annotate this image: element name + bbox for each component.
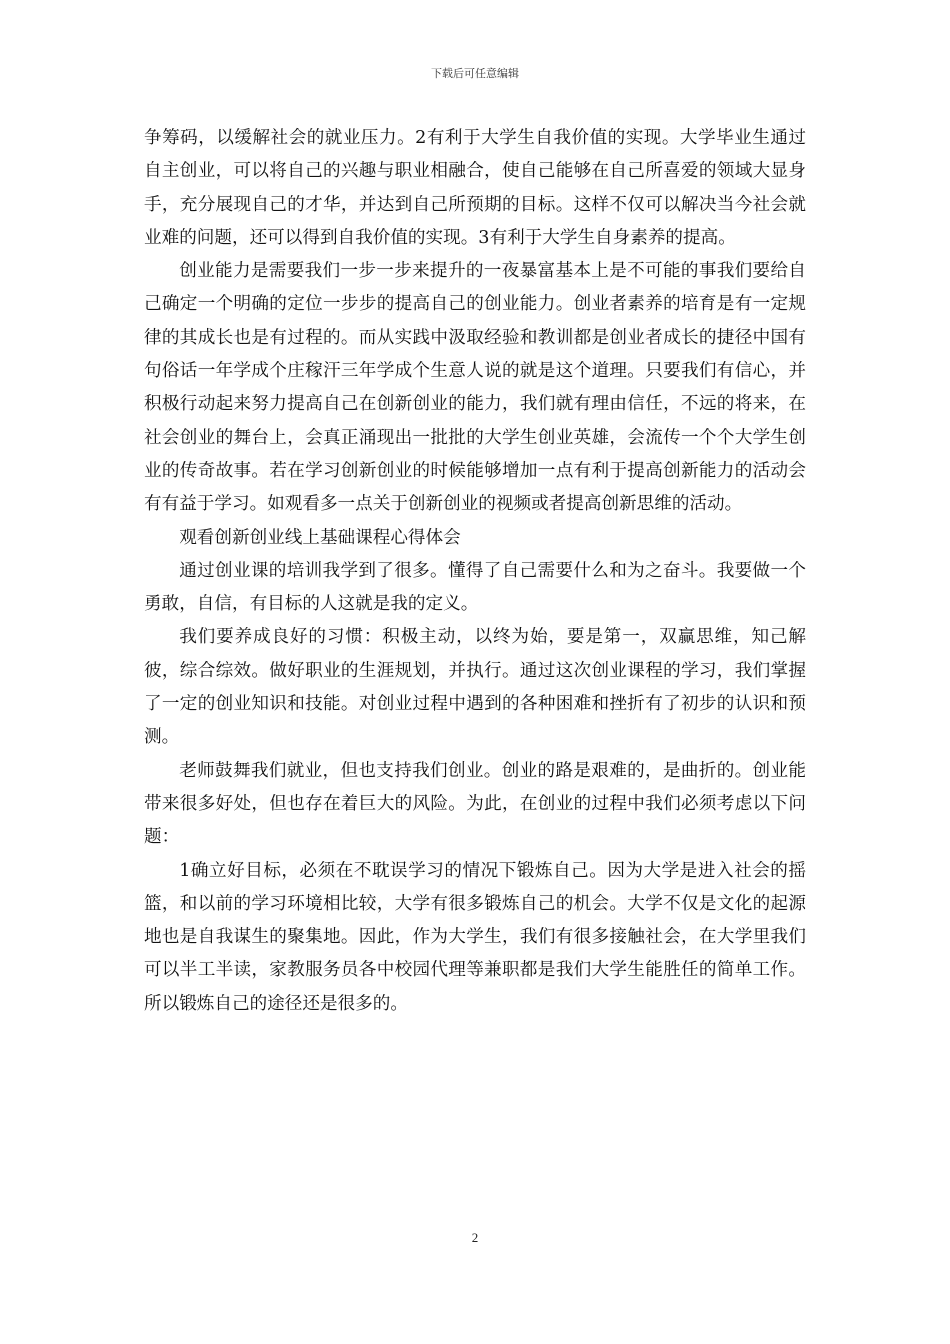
paragraph-6: 1确立好目标，必须在不耽误学习的情况下锻炼自己。因为大学是进入社会的摇篮，和以前的学习环境相比较，大学有很多锻炼自己的机会。大学不仅是文化的起源地也是自我谋生的聚集地。因此，作为大学生，我们有很多接触社会，在大学里我们可以半工半读，家教服务员各中校园代理等兼职都是我们大学生能胜任的简单工作。所以锻炼自己的途径还是很多的。 xyxy=(144,860,806,1014)
paragraph-2: 创业能力是需要我们一步一步来提升的一夜暴富基本上是不可能的事我们要给自己确定一个明确的定位一步步的提高自己的创业能力。创业者素养的培育是有一定规律的其成长也是有过程的。而从实践中汲取经验和教训都是创业者成长的捷径中国有句俗话一年学成个庄稼汗三年学成个生意人说的就是这个道理。只要我们有信心，并积极行动起来努力提高自己在创新创业的能力，我们就有理由信任，不远的将来，在社会创业的舞台上，会真正涌现出一批批的大学生创业英雄，会流传一个个大学生创业的传奇故事。若在学习创新创业的时候能够增加一点有利于提高创新能力的活动会有有益于学习。如观看多一点关于创新创业的视频或者提高创新思维的活动。 xyxy=(144,261,806,515)
page-header: 下载后可任意编辑 xyxy=(431,67,519,80)
paragraph-5: 老师鼓舞我们就业，但也支持我们创业。创业的路是艰难的，是曲折的。创业能带来很多好处，但也存在着巨大的风险。为此，在创业的过程中我们必须考虑以下问题： xyxy=(144,760,806,848)
paragraph-1: 争筹码，以缓解社会的就业压力。2有利于大学生自我价值的实现。大学毕业生通过自主创业，可以将自己的兴趣与职业相融合，使自己能够在自己所喜爱的领域大显身手，充分展现自己的才华，并达到自己所预期的目标。这样不仅可以解决当今社会就业难的问题，还可以得到自我价值的实现。3有利于大学生自身素养的提高。 xyxy=(144,128,806,248)
page-number: 2 xyxy=(471,1230,479,1245)
document-body xyxy=(144,122,806,1021)
paragraph-4: 我们要养成良好的习惯：积极主动，以终为始，要是第一，双赢思维，知己解彼，综合综效。做好职业的生涯规划，并执行。通过这次创业课程的学习，我们掌握了一定的创业知识和技能。对创业过程中遇到的各种困难和挫折有了初步的认识和预测。 xyxy=(144,627,806,748)
paragraph-3: 通过创业课的培训我学到了很多。懂得了自己需要什么和为之奋斗。我要做一个勇敢，自信，有目标的人这就是我的定义。 xyxy=(144,560,806,615)
section-title: 观看创新创业线上基础课程心得体会 xyxy=(179,527,461,548)
